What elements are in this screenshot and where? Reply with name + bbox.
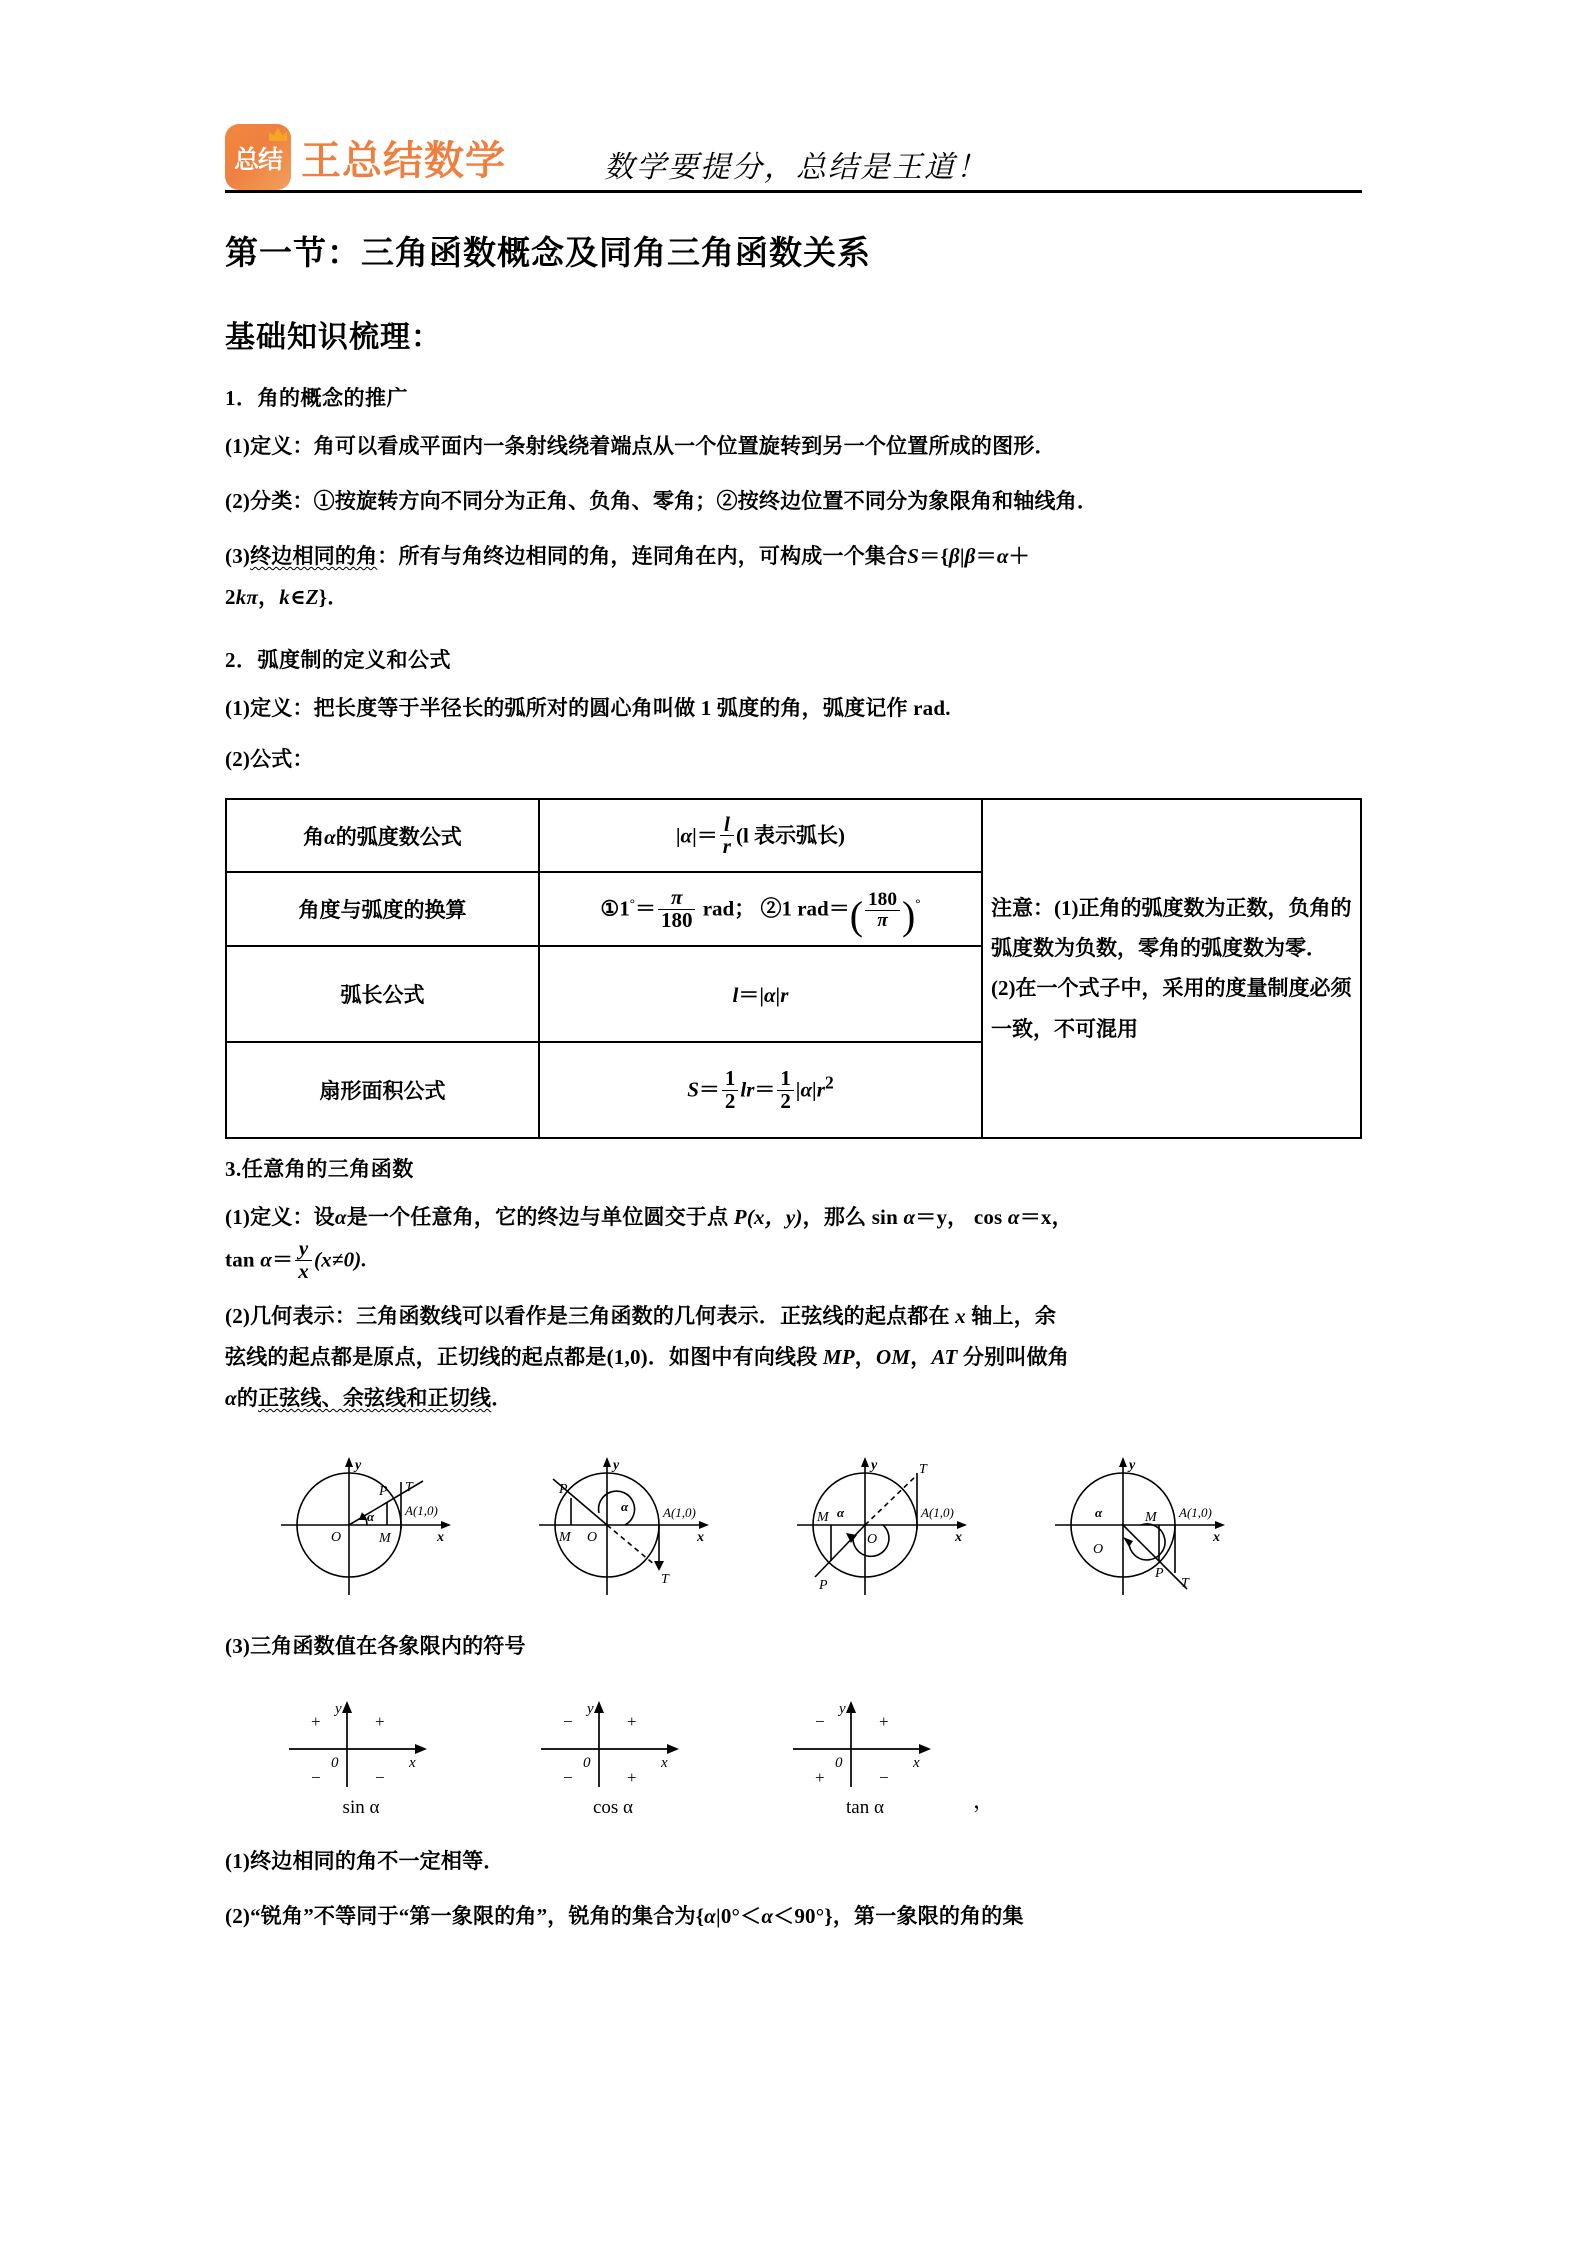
label-T: T xyxy=(405,1479,413,1495)
def-alpha-4: α xyxy=(260,1247,273,1272)
item3-comma: ， xyxy=(258,584,280,609)
sign-quadrant-1: + xyxy=(627,1711,637,1731)
label-A: A(1,0) xyxy=(1179,1504,1212,1520)
label-O: O xyxy=(867,1531,878,1547)
item3-eq-2: ＝ xyxy=(975,543,997,568)
item3-Z: Z xyxy=(305,584,319,609)
def-comma: ， xyxy=(947,1205,969,1230)
extension-ray xyxy=(865,1475,917,1525)
numerator-y: y xyxy=(298,1236,309,1261)
right-paren: ) xyxy=(901,893,916,939)
label-A: A(1,0) xyxy=(663,1504,696,1520)
geo-comma-2: ， xyxy=(910,1344,932,1369)
alpha-sym: α xyxy=(680,823,693,848)
item3-end: }． xyxy=(318,584,349,609)
geo-alpha: α xyxy=(225,1385,237,1410)
sign-quadrant-4: + xyxy=(627,1767,637,1787)
table-note-cell xyxy=(982,799,1361,1139)
label-alpha: α xyxy=(837,1504,845,1520)
def-eq-x: ＝x xyxy=(1019,1205,1052,1230)
arc-alpha: α xyxy=(763,983,776,1008)
sector-eq-2: ＝ xyxy=(754,1077,776,1102)
sign-quadrant-1: + xyxy=(375,1711,385,1731)
label-P: P xyxy=(559,1481,568,1497)
def-a: (1)定义：设 xyxy=(225,1205,335,1230)
label-T: T xyxy=(919,1461,927,1477)
def-alpha-3: α xyxy=(1007,1205,1020,1230)
note-2-label: (2) xyxy=(990,976,1016,1001)
row-label-sector-area: 扇形面积公式 xyxy=(226,1042,539,1138)
label-M: M xyxy=(559,1529,571,1545)
sector-abs-alpha-r: |α|r xyxy=(795,1077,825,1102)
formula-sector-area xyxy=(539,1042,982,1138)
def-b: 是一个任意角，它的终边与单位圆交于点 xyxy=(346,1205,729,1230)
geo-line-2b: 分别叫做角 xyxy=(962,1344,1069,1369)
sector-eq: ＝ xyxy=(698,1077,720,1102)
note-2-text-a: “锐角”不等同于“第一象限的角”，锐角的集合为{ xyxy=(250,1903,705,1928)
label-O: O xyxy=(331,1529,342,1545)
label-y: y xyxy=(587,1700,594,1717)
sign-quadrant-2: − xyxy=(815,1711,825,1731)
conv-one: ①1 xyxy=(600,896,630,921)
geo-underlined: 正弦线、余弦线和正切线 xyxy=(258,1385,492,1410)
label-alpha: α xyxy=(367,1508,375,1524)
item3-alpha-3: α xyxy=(996,543,1009,568)
row-label-arc-length: 弧长公式 xyxy=(226,946,539,1042)
sign-quadrant-4: − xyxy=(879,1767,889,1787)
conv-eq: ＝ xyxy=(634,896,656,921)
x-arrowhead xyxy=(919,1744,931,1754)
label-y: y xyxy=(871,1457,878,1473)
angle-arrowhead xyxy=(1123,1537,1133,1547)
label-y: y xyxy=(839,1700,846,1717)
formula-radian-measure: |α|＝ $\frac{l}{r}$ (l 表示弧长) xyxy=(539,799,982,873)
section-1-item-2: (2)分类：①按旋转方向不同分为正角、负角、零角；②按终边位置不同分为象限角和轴线角． xyxy=(225,488,1099,513)
brand-name: 王总结数学 xyxy=(301,137,506,184)
sign-quadrant-2: − xyxy=(563,1711,573,1731)
note-1-text: 正角的弧度数为正数，负角的弧度数为负数，零角的弧度数为零． xyxy=(990,895,1352,961)
sign-chart-tan xyxy=(781,1691,949,1819)
extension-ray xyxy=(607,1525,655,1565)
logo-text: 总结 xyxy=(233,144,282,174)
left-paren: ( xyxy=(849,893,864,939)
sign-chart-caption: sin α xyxy=(342,1796,380,1818)
numerator-180: 180 xyxy=(868,889,897,911)
y-arrowhead xyxy=(846,1701,856,1713)
item3-plus: ＋ xyxy=(1008,543,1030,568)
section-subtitle: 基础知识梳理： xyxy=(225,321,442,354)
table-row xyxy=(226,799,1361,873)
section-2-item-1: (1)定义：把长度等于半径长的弧所对的圆心角叫做 1 弧度的角，弧度记作 rad. xyxy=(225,695,951,720)
geo-AT: AT xyxy=(931,1344,958,1369)
quadrant-1-figure xyxy=(263,1437,503,1602)
x-arrowhead xyxy=(957,1521,967,1529)
def-P: P xyxy=(733,1205,747,1230)
note-2-text-d: ，第一象限的角的集 xyxy=(832,1903,1024,1928)
formula-degree-radian-conversion xyxy=(539,872,982,946)
arc-l: l xyxy=(732,983,739,1008)
section-3-geometric xyxy=(225,1296,1362,1419)
x-arrowhead xyxy=(441,1521,451,1529)
sign-chart-sin xyxy=(277,1691,445,1819)
y-arrowhead xyxy=(1119,1457,1127,1467)
item3-k2: k xyxy=(279,584,290,609)
label-A: A(1,0) xyxy=(405,1502,438,1518)
item3-two: 2 xyxy=(225,584,236,609)
label-x: x xyxy=(913,1754,920,1771)
geo-line-1: (2)几何表示：三角函数线可以看作是三角函数的几何表示．正弦线的起点都在 xyxy=(225,1304,950,1328)
geo-line-2: 弦线的起点都是原点，正切线的起点都是(1,0)．如图中有向线段 xyxy=(225,1344,818,1369)
sign-chart-caption: cos α xyxy=(592,1796,634,1818)
bottom-note-2 xyxy=(225,1896,1362,1937)
brand-logo xyxy=(225,124,506,190)
numerator-pi: π xyxy=(670,885,683,910)
numerator-l: l xyxy=(723,811,730,836)
tagline: 数学要提分，总结是王道！ xyxy=(604,151,988,184)
def-sin: sin xyxy=(871,1205,898,1230)
formula-table xyxy=(225,798,1362,1140)
fraction-pi-over-180 xyxy=(658,887,696,931)
label-y: y xyxy=(355,1457,362,1473)
radian-note: (l 表示弧长) xyxy=(735,823,846,848)
numerator-1-b: 1 xyxy=(780,1066,791,1091)
geo-MP: MP xyxy=(822,1344,855,1369)
denominator-x: x xyxy=(298,1258,309,1283)
label-x: x xyxy=(437,1529,444,1545)
numerator-1: 1 xyxy=(724,1066,736,1091)
note-2-label: (2) xyxy=(225,1903,251,1928)
note-title: 注意： xyxy=(990,895,1054,920)
def-eq: ＝ xyxy=(272,1247,294,1272)
x-arrowhead xyxy=(415,1744,427,1754)
sign-chart-cos xyxy=(529,1691,697,1819)
label-T: T xyxy=(661,1571,669,1587)
row-label-degree-radian-conversion: 角度与弧度的换算 xyxy=(226,872,539,946)
label-var-alpha: α xyxy=(324,824,336,849)
def-eq-y: ＝y xyxy=(915,1205,948,1230)
item3-label: (3) xyxy=(225,543,251,568)
rad-unit: rad xyxy=(702,896,735,921)
item3-pi: π xyxy=(246,584,259,609)
geo-comma-1: ， xyxy=(854,1344,876,1369)
section-2-item-2: (2)公式： xyxy=(225,746,314,771)
geo-line-1b: 轴上，余 xyxy=(971,1304,1057,1328)
item3-beta-2: β xyxy=(964,543,976,568)
label-prefix: 角 xyxy=(303,824,325,849)
section-1-item-1: (1)定义：角可以看成平面内一条射线绕着端点从一个位置旋转到另一个位置所成的图形． xyxy=(225,434,1056,458)
sign-quadrant-1: + xyxy=(879,1711,889,1731)
trig-line-figures xyxy=(263,1437,1362,1602)
quadrant-2-figure xyxy=(521,1437,761,1602)
fraction-one-half-a xyxy=(722,1068,739,1112)
label-O: O xyxy=(587,1529,598,1545)
note-2-text-b: |0°＜ xyxy=(716,1903,762,1928)
note-2-text: 在一个式子中，采用的度量制度必须一致，不可混用 xyxy=(990,976,1352,1041)
item3-alpha-1: 终边相同的角，连同角 xyxy=(483,543,696,568)
y-arrowhead xyxy=(861,1457,869,1467)
fraction-one-half-b xyxy=(777,1068,794,1112)
label-alpha: α xyxy=(621,1498,629,1514)
x-arrowhead xyxy=(1215,1521,1225,1529)
label-P: P xyxy=(819,1577,828,1593)
section-1-heading: 1．角的概念的推广 xyxy=(225,386,408,410)
y-arrowhead xyxy=(345,1457,353,1467)
x-arrowhead xyxy=(699,1521,709,1529)
label-origin: 0 xyxy=(835,1754,843,1771)
document-content xyxy=(190,227,1397,1937)
page-header xyxy=(190,0,1397,190)
degree-sign: ° xyxy=(629,895,635,911)
geo-OM: OM xyxy=(876,1344,911,1369)
label-origin: 0 xyxy=(331,1754,339,1771)
label-y: y xyxy=(335,1700,342,1717)
label-x: x xyxy=(409,1754,416,1771)
item3-k: k xyxy=(235,584,247,609)
sign-chart-caption: tan α xyxy=(846,1796,884,1818)
geo-period: ． xyxy=(491,1385,513,1410)
x-arrowhead xyxy=(667,1744,679,1754)
denominator-pi: π xyxy=(877,909,888,931)
sign-quadrant-4: − xyxy=(375,1767,385,1787)
semicolon: ； xyxy=(734,896,756,921)
y-arrowhead xyxy=(603,1457,611,1467)
sector-S: S xyxy=(687,1077,699,1102)
label-y: y xyxy=(1129,1457,1136,1473)
header-divider xyxy=(225,190,1362,193)
sin-sign-axes xyxy=(277,1691,445,1795)
def-alpha: α xyxy=(334,1205,347,1230)
denominator-2-b: 2 xyxy=(780,1088,791,1113)
item3-alpha-2: 在内，可构成一个集合 xyxy=(695,543,908,568)
formula-arc-length xyxy=(539,946,982,1042)
def-tan: tan xyxy=(225,1247,255,1272)
section-1-item-3 xyxy=(225,536,1362,618)
fraction-l-over-r xyxy=(720,811,734,859)
arc-bar-r: |r xyxy=(775,983,789,1008)
sign-charts-row xyxy=(277,1691,1362,1819)
def-alpha-2: α xyxy=(903,1205,916,1230)
item3-bar: | xyxy=(959,543,965,568)
def-comma-2: ， xyxy=(1051,1205,1073,1230)
arc-eq: ＝| xyxy=(738,983,764,1008)
denominator-180: 180 xyxy=(660,907,693,932)
geo-x: x xyxy=(955,1304,966,1328)
quadrant-3-figure xyxy=(779,1437,1019,1602)
quadrant-4-figure xyxy=(1037,1437,1277,1602)
label-O: O xyxy=(1093,1541,1104,1557)
label-x: x xyxy=(697,1529,704,1545)
angle-arc xyxy=(599,1491,635,1525)
tangent-arrowhead xyxy=(654,1561,664,1571)
degree-sign-2: ° xyxy=(915,895,921,911)
logo-icon xyxy=(225,124,291,190)
label-alpha: α xyxy=(1095,1504,1103,1520)
bottom-note-1: (1)终边相同的角不一定相等． xyxy=(225,1848,505,1873)
sign-quadrant-2: + xyxy=(311,1711,321,1731)
y-arrowhead xyxy=(594,1701,604,1713)
tan-sign-axes xyxy=(781,1691,949,1795)
label-T: T xyxy=(1181,1575,1189,1591)
label-M: M xyxy=(1145,1509,1157,1525)
def-cos: cos xyxy=(973,1205,1003,1230)
note-1-label: (1) xyxy=(1053,895,1079,920)
fraction-180-over-pi xyxy=(865,890,900,930)
section-3-definition xyxy=(225,1197,1362,1282)
conv-two: ②1 rad xyxy=(760,896,829,921)
item3-set-s: S xyxy=(907,543,920,568)
label-x: x xyxy=(1213,1529,1220,1545)
label-P: P xyxy=(1155,1565,1164,1581)
denominator-2: 2 xyxy=(724,1088,736,1113)
label-M: M xyxy=(379,1530,391,1546)
sector-lr: lr xyxy=(740,1077,755,1102)
item3-in: ∈ xyxy=(289,584,306,609)
section-2-heading: 2．弧度制的定义和公式 xyxy=(225,647,451,672)
page-title: 第一节：三角函数概念及同角三角函数关系 xyxy=(225,236,871,272)
cos-sign-axes xyxy=(529,1691,697,1795)
item3-rest: ：所有与角 xyxy=(377,543,484,568)
note-2-text-c: ＜90°} xyxy=(773,1903,833,1928)
item3-beta-1: β xyxy=(948,543,960,568)
label-origin: 0 xyxy=(583,1754,591,1771)
fraction-y-over-x xyxy=(295,1238,312,1282)
def-c: ，那么 xyxy=(802,1205,867,1230)
label-x: x xyxy=(955,1529,962,1545)
def-xy: (x，y) xyxy=(746,1205,803,1230)
crown-icon xyxy=(269,128,287,141)
geo-de: 的 xyxy=(236,1385,259,1410)
trailing-comma: ， xyxy=(973,1787,996,1813)
sector-exponent: 2 xyxy=(824,1072,834,1093)
label-y: y xyxy=(613,1457,620,1473)
item3-underlined: 终边相同的角 xyxy=(250,543,378,568)
sign-quadrant-3: + xyxy=(815,1767,825,1787)
sign-quadrant-3: − xyxy=(311,1767,321,1787)
sign-quadrant-3: − xyxy=(563,1767,573,1787)
label-M: M xyxy=(817,1509,829,1525)
label-suffix: 的弧度数公式 xyxy=(335,824,462,849)
label-x: x xyxy=(661,1754,668,1771)
note-2-alpha: α xyxy=(704,1903,716,1928)
row-label-radian-measure xyxy=(226,799,539,873)
denominator-r: r xyxy=(722,834,731,859)
label-P: P xyxy=(379,1483,388,1499)
section-3-heading: 3.任意角的三角函数 xyxy=(225,1157,414,1182)
label-A: A(1,0) xyxy=(921,1504,954,1520)
y-arrowhead xyxy=(342,1701,352,1713)
item3-eq: ＝{ xyxy=(919,543,949,568)
conv-eq-2: ＝ xyxy=(828,896,850,921)
note-2-alpha-2: α xyxy=(761,1903,774,1928)
section-3-signs-heading: (3)三角函数值在各象限内的符号 xyxy=(225,1633,526,1658)
def-condition: (x≠0). xyxy=(313,1247,367,1272)
